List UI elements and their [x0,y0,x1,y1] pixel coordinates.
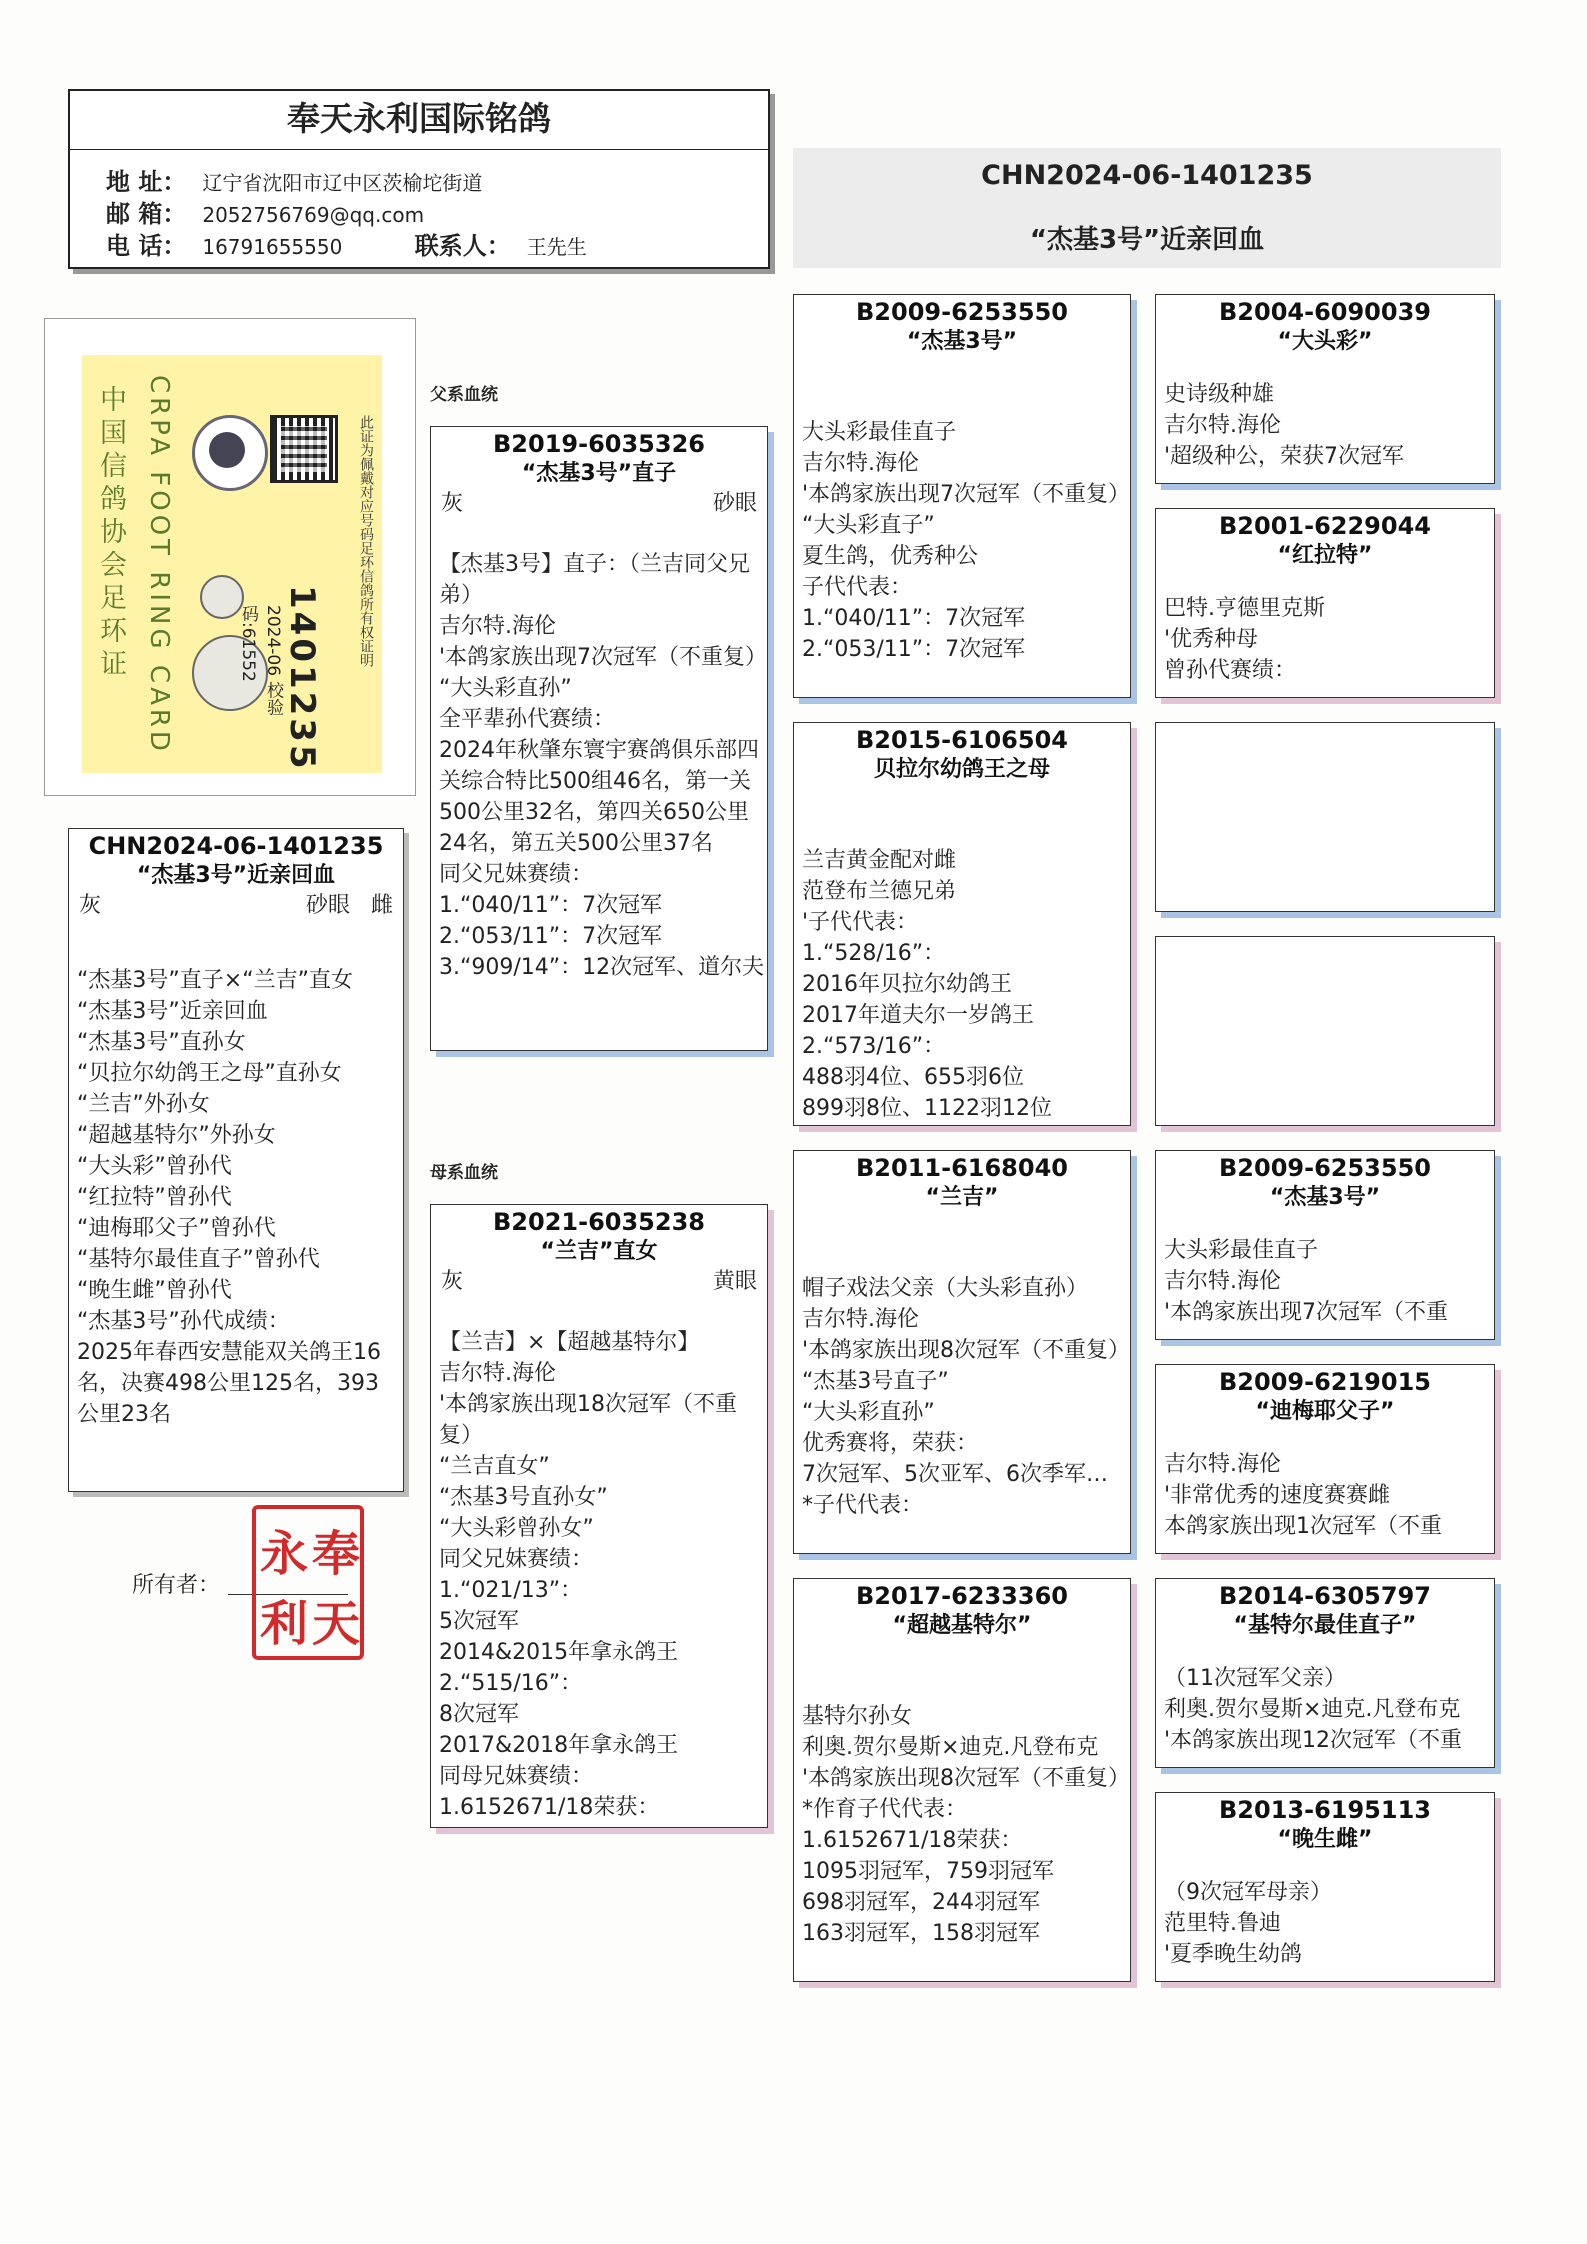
note-line: 本鸽家族出现1次冠军（不重 [1164,1514,1442,1539]
dds-notes [1156,1663,1494,1756]
ddd-card [1155,1792,1495,1982]
phone-value: 16791655550 [202,235,343,259]
note-line: '本鸽家族出现7次冠军（不重复） [802,482,1131,507]
note-line: （9次冠军母亲） [1164,1880,1332,1905]
ssd-card [1155,508,1495,698]
note-line: 2017&2018年拿永鸽王 [439,1733,679,1758]
note-line: “杰基3号”直孙女 [77,1030,246,1055]
note-line: “兰吉”外孙女 [77,1092,210,1117]
note-line: 同父兄妹赛绩： [439,862,594,887]
note-line: “兰吉直女” [439,1454,550,1479]
ds-name: “兰吉” [925,1185,999,1210]
dd-notes [794,1701,1130,1949]
dam-notes [431,1327,767,1823]
crpa-logo-icon [192,415,268,491]
note-line: 同母兄妹赛绩： [439,1764,594,1789]
note-line: '本鸽家族出现8次冠军（不重复） [802,1338,1131,1363]
subject-name: “杰基3号”近亲回血 [136,863,336,888]
sex: 雌 [370,893,393,918]
note-line: 吉尔特.海伦 [439,614,556,639]
eye: 砂眼 [305,893,350,918]
color: 灰 [441,491,464,516]
note-line: 163羽冠军，158羽冠军 [802,1921,1040,1946]
note-line: 1.6152671/18荣获： [802,1828,1023,1853]
contact-value: 王先生 [526,235,587,259]
eye: 砂眼 [712,491,757,516]
note-line: 2024年秋肇东寰宇赛鸽俱乐部四关综合特比500组46名，第一关500公里32名，第四关650公里24名，第五关500公里37名 [439,738,759,856]
dam-sire-card [793,1150,1131,1554]
sire-card [430,426,768,1051]
note-line: 夏生鸽，优秀种公 [802,544,979,569]
note-line: “大头彩曾孙女” [439,1516,594,1541]
note-line: 1.“040/11”：7次冠军 [439,893,663,918]
address-value: 辽宁省沈阳市辽中区茨榆坨街道 [202,171,483,195]
note-line: “大头彩直子” [802,513,935,538]
note-line: 范登布兰德兄弟 [802,879,957,904]
note-line: 范里特.鲁迪 [1164,1911,1281,1936]
breeder-title: 奉天永利国际铭鸽 [70,91,768,150]
note-line: “红拉特”曾孙代 [77,1185,232,1210]
note-line: 大头彩最佳直子 [802,420,957,445]
dsd-ring: B2009-6219015 [1219,1368,1431,1396]
note-line: 488羽4位、655羽6位 [802,1065,1024,1090]
dsd-notes [1156,1449,1494,1542]
email-row: 邮 箱： 2052756769@qq.com [106,200,425,228]
note-line: *子代代表： [802,1493,924,1518]
dam-name: “兰吉”直女 [540,1239,658,1264]
dam-section-label: 母系血统 [430,1163,498,1183]
owner-label: 所有者： [132,1573,221,1598]
sss-name: “大头彩” [1277,329,1373,354]
note-line: （11次冠军父亲） [1164,1666,1346,1691]
owner-seal-stamp: 奉 天 永 利 [252,1505,364,1660]
dss-card [1155,1150,1495,1340]
ddd-ring: B2013-6195113 [1219,1796,1431,1824]
ssd-ring: B2001-6229044 [1219,512,1431,540]
ds-notes [794,1273,1130,1521]
note-line: “大头彩直孙” [802,1400,935,1425]
email-value: 2052756769@qq.com [202,203,425,227]
note-line: 曾孙代赛绩： [1164,658,1297,683]
note-line: 优秀赛将，荣获： [802,1431,979,1456]
note-line: 2025年春西安慧能双关鸽王16名，决赛498公里125名，393公里23名 [77,1340,381,1427]
ring-card-number: 1401235 [282,585,322,772]
empty-ancestor-card [1155,936,1495,1126]
dds-card [1155,1578,1495,1768]
subject-pigeon-card [68,828,404,1492]
ss-ring: B2009-6253550 [856,298,1068,326]
note-line: 全平辈孙代赛绩： [439,707,616,732]
note-line: 2.“053/11”：7次冠军 [439,924,663,949]
note-line: '本鸽家族出现18次冠军（不重复） [439,1392,738,1448]
note-line: 1.“040/11”：7次冠军 [802,606,1026,631]
dd-name: “超越基特尔” [892,1613,1032,1638]
sire-name: “杰基3号”直子 [521,461,677,486]
note-line: “杰基3号直子” [802,1369,949,1394]
note-line: '子代代表： [802,910,919,935]
note-line: 巴特.亨德里克斯 [1164,596,1325,621]
ring-card-date: 2024-06 校验码:61552 [238,605,283,716]
note-line: “大头彩”曾孙代 [77,1154,232,1179]
dsd-card [1155,1364,1495,1554]
sss-notes [1156,379,1494,472]
note-line: “基特尔最佳直子”曾孙代 [77,1247,320,1272]
sire-traits [431,489,767,519]
note-line: 同父兄妹赛绩： [439,1547,594,1572]
note-line: 吉尔特.海伦 [802,451,919,476]
foot-ring-card [82,355,382,773]
note-line: “迪梅耶父子”曾孙代 [77,1216,276,1241]
sire-ring: B2019-6035326 [493,430,705,458]
subject-banner [793,148,1501,268]
note-line: 3.“909/14”：12次冠军、道尔夫 [439,955,765,980]
sire-dam-card [793,722,1131,1126]
sss-ring: B2004-6090039 [1219,298,1431,326]
sd-ring: B2015-6106504 [856,726,1068,754]
note-line: '非常优秀的速度赛赛雌 [1164,1483,1391,1508]
color: 灰 [79,893,102,918]
banner-title: “杰基3号”近亲回血 [1029,225,1265,255]
note-line: 史诗级种雄 [1164,382,1275,407]
breeder-header [68,89,770,269]
ring-card-en-title: CRPA FOOT RING CARD [144,375,174,755]
banner-ring: CHN2024-06-1401235 [981,160,1313,191]
sd-name: 贝拉尔幼鸽王之母 [873,757,1050,782]
note-line: 698羽冠军，244羽冠军 [802,1890,1040,1915]
empty-ancestor-card [1155,722,1495,912]
subject-notes [69,965,403,1430]
note-line: 2.“573/16”： [802,1034,946,1059]
note-line: 吉尔特.海伦 [1164,1269,1281,1294]
note-line: 基特尔孙女 [802,1704,913,1729]
note-line: 1.“528/16”： [802,941,946,966]
note-line: 帽子戏法父亲（大头彩直孙） [802,1276,1089,1301]
dam-ring: B2021-6035238 [493,1208,705,1236]
dd-ring: B2017-6233360 [856,1582,1068,1610]
note-line: 2017年道夫尔一岁鸽王 [802,1003,1034,1028]
ss-notes [794,417,1130,665]
color: 灰 [441,1269,464,1294]
note-line: 兰吉黄金配对雌 [802,848,957,873]
ssd-name: “红拉特” [1277,543,1373,568]
dds-ring: B2014-6305797 [1219,1582,1431,1610]
dam-card [430,1204,768,1828]
note-line: 【杰基3号】直子：（兰吉同父兄弟） [439,552,750,608]
note-line: 吉尔特.海伦 [1164,1452,1281,1477]
ring-card-note: 此证为佩戴对应号码足环信鸽所有权证明 [358,415,374,667]
ddd-name: “晚生雌” [1277,1827,1373,1852]
phone-row: 电 话： 16791655550 联系人： 王先生 [106,232,587,260]
dss-ring: B2009-6253550 [1219,1154,1431,1182]
ring-card-cn-title: 中国信鸽协会足环证 [95,385,126,682]
note-line: 8次冠军 [439,1702,519,1727]
contact-label: 联系人： [414,232,511,260]
note-line: “大头彩直孙” [439,676,572,701]
dds-name: “基特尔最佳直子” [1233,1613,1417,1638]
qr-code-icon [270,415,338,483]
note-line: “贝拉尔幼鸽王之母”直孙女 [77,1061,342,1086]
dsd-name: “迪梅耶父子” [1255,1399,1395,1424]
dss-name: “杰基3号” [1269,1185,1381,1210]
note-line: '优秀种母 [1164,627,1259,652]
note-line: 【兰吉】×【超越基特尔】 [439,1330,700,1355]
note-line: 2016年贝拉尔幼鸽王 [802,972,1012,997]
note-line: 1.“021/13”： [439,1578,583,1603]
note-line: “杰基3号”直子×“兰吉”直女 [77,968,354,993]
note-line: 7次冠军、5次亚军、6次季军… [802,1462,1108,1487]
note-line: '夏季晚生幼鸽 [1164,1942,1303,1967]
note-line: 利奥.贺尔曼斯×迪克.凡登布克 [802,1735,1099,1760]
note-line: 大头彩最佳直子 [1164,1238,1319,1263]
note-line: '本鸽家族出现8次冠军（不重复） [802,1766,1131,1791]
sire-section-label: 父系血统 [430,385,498,405]
note-line: 2.“053/11”：7次冠军 [802,637,1026,662]
address-row: 地 址： 辽宁省沈阳市辽中区茨榆坨街道 [106,168,483,196]
dam-traits [431,1267,767,1297]
sd-notes [794,845,1130,1124]
sss-card [1155,294,1495,484]
ssd-notes [1156,593,1494,686]
ss-name: “杰基3号” [906,329,1018,354]
subject-ring: CHN2024-06-1401235 [88,832,384,860]
note-line: 子代代表： [802,575,913,600]
note-line: 1.6152671/18荣获： [439,1795,660,1820]
note-line: 吉尔特.海伦 [439,1361,556,1386]
dss-notes [1156,1235,1494,1328]
note-line: '本鸽家族出现7次冠军（不重复） [439,645,768,670]
note-line: “晚生雌”曾孙代 [77,1278,232,1303]
note-line: '本鸽家族出现12次冠军（不重 [1164,1728,1463,1753]
sire-sire-card [793,294,1131,698]
note-line: 1095羽冠军，759羽冠军 [802,1859,1054,1884]
note-line: “杰基3号”近亲回血 [77,999,268,1024]
note-line: 吉尔特.海伦 [802,1307,919,1332]
note-line: 5次冠军 [439,1609,519,1634]
note-line: *作育子代代表： [802,1797,968,1822]
note-line: “杰基3号”孙代成绩： [77,1309,290,1334]
note-line: “超越基特尔”外孙女 [77,1123,276,1148]
note-line: 2014&2015年拿永鸽王 [439,1640,679,1665]
note-line: '超级种公，荣获7次冠军 [1164,444,1405,469]
subject-traits [69,891,403,921]
sire-notes [431,549,767,983]
note-line: 利奥.贺尔曼斯×迪克.凡登布克 [1164,1697,1461,1722]
note-line: 899羽8位、1122羽12位 [802,1096,1052,1121]
note-line: '本鸽家族出现7次冠军（不重 [1164,1300,1449,1325]
ds-ring: B2011-6168040 [856,1154,1068,1182]
dam-dam-card [793,1578,1131,1982]
note-line: 2.“515/16”： [439,1671,583,1696]
eye: 黄眼 [712,1269,757,1294]
ddd-notes [1156,1877,1494,1970]
note-line: “杰基3号直孙女” [439,1485,608,1510]
note-line: 吉尔特.海伦 [1164,413,1281,438]
